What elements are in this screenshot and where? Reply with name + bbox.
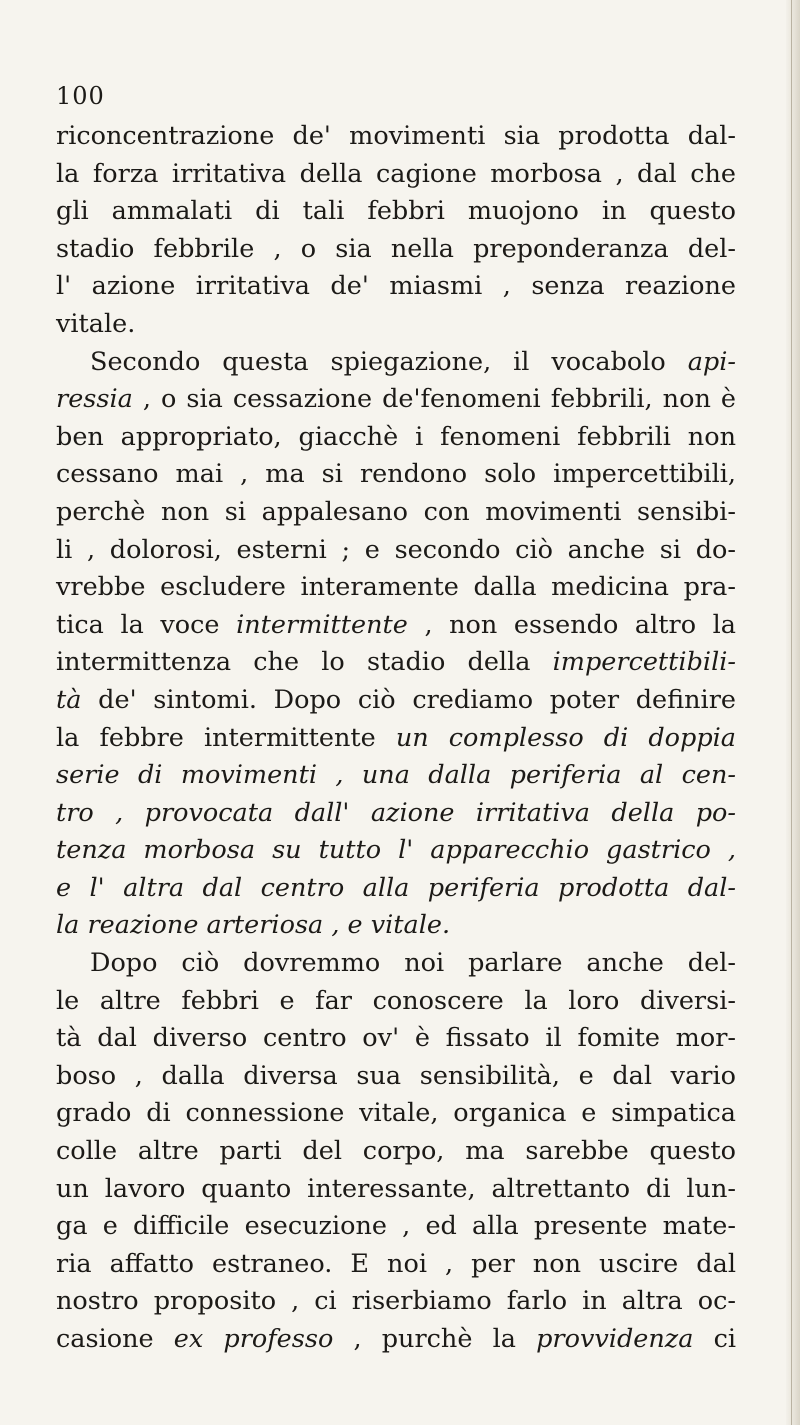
text-line: serie di movimenti , una dalla periferia al cen-	[56, 760, 736, 791]
text-line: colle altre parti del corpo, ma sarebbe questo	[56, 1136, 736, 1167]
text-line: tà de' sintomi. Dopo ciò crediamo poter definire	[56, 684, 736, 715]
text-line: cessano mai , ma si rendono solo impercettibili,	[56, 459, 736, 490]
text-line: e l' altra dal centro alla periferia prodotta dal-	[56, 872, 736, 903]
text-line: Dopo ciò dovremmo noi parlare anche del-	[90, 948, 736, 979]
body-text	[56, 118, 736, 1359]
text-line: ria affatto estraneo. E noi , per non uscire dal	[56, 1248, 736, 1279]
text-line: le altre febbri e far conoscere la loro diversi-	[56, 985, 736, 1016]
italic-term: provvidenza	[536, 1324, 694, 1354]
page-number: 100	[56, 82, 105, 110]
text-line: riconcentrazione de' movimenti sia prodotta dal-	[56, 121, 736, 151]
text-line: ben appropriato, giacchè i fenomeni febbrili non	[56, 421, 736, 452]
text-line: tà dal diverso centro ov' è fissato il fomite mor-	[56, 1023, 736, 1054]
italic-term: ex professo	[173, 1324, 334, 1354]
text-line: ressia , o sia cessazione de'fenomeni febbrili, non è	[56, 384, 736, 415]
italic-term: api-	[687, 346, 736, 377]
page-edge	[786, 0, 800, 1425]
text-line: li , dolorosi, esterni ; e secondo ciò anche si do-	[56, 534, 736, 565]
text-line: tica la voce intermittente , non essendo altro la	[56, 609, 736, 640]
text-line: vrebbe escludere interamente dalla medicina pra-	[56, 572, 736, 603]
text-line: intermittenza che lo stadio della impercettibili-	[56, 647, 736, 678]
text-line: tro , provocata dall' azione irritativa della po-	[56, 797, 736, 828]
text-line: nostro proposito , ci riserbiamo farlo in altra oc-	[56, 1286, 736, 1317]
text-line: la febbre intermittente un complesso di doppia	[56, 722, 736, 753]
italic-term: tà	[56, 684, 82, 715]
text-line: Secondo questa spiegazione, il vocabolo api-	[90, 346, 736, 377]
text-line: ga e difficile esecuzione , ed alla presente mate-	[56, 1211, 736, 1242]
text-line: la reazione arteriosa , e vitale.	[56, 910, 451, 941]
text-line: un lavoro quanto interessante, altrettanto di lun-	[56, 1173, 736, 1204]
text-line: l' azione irritativa de' miasmi , senza reazione	[56, 271, 736, 302]
page-edge-line	[791, 0, 792, 1425]
text-line: gli ammalati di tali febbri muojono in questo	[56, 196, 736, 227]
text-line: tenza morbosa su tutto l' apparecchio gastrico ,	[56, 835, 736, 866]
text-line: perchè non si appalesano con movimenti sensibi-	[56, 496, 736, 527]
text-line: casione ex professo , purchè la provvidenza ci	[56, 1324, 737, 1354]
italic-term: impercettibili-	[552, 647, 736, 678]
text-line: stadio febbrile , o sia nella preponderanza del-	[56, 233, 736, 264]
italic-term: intermittente	[236, 609, 408, 640]
text-line: boso , dalla diversa sua sensibilità, e dal vario	[56, 1060, 736, 1091]
italic-term: ressia	[56, 384, 133, 415]
text-line: vitale.	[56, 308, 136, 339]
text-line: grado di connessione vitale, organica e simpatica	[56, 1098, 736, 1129]
italic-term: un complesso di doppia	[395, 722, 736, 753]
text-line: la forza irritativa della cagione morbosa , dal che	[56, 158, 736, 189]
